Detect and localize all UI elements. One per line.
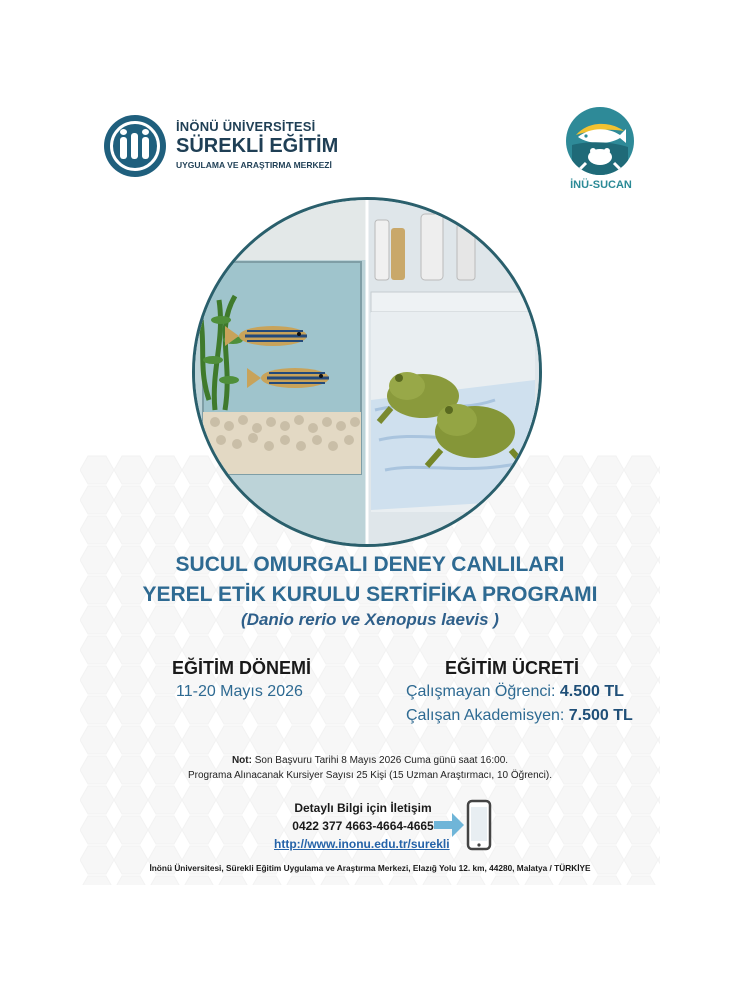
- fee-academic-value: 7.500 TL: [568, 707, 633, 724]
- org-name-line3: UYGULAMA VE ARAŞTIRMA MERKEZİ: [176, 160, 332, 170]
- program-species-subtitle: (Danio rerio ve Xenopus laevis ): [241, 610, 499, 629]
- fee-student-value: 4.500 TL: [559, 683, 624, 700]
- period-heading: EĞİTİM DÖNEMİ: [172, 658, 311, 678]
- fish-frog-emblem-icon: [566, 107, 634, 175]
- note-label: Not:: [231, 755, 252, 766]
- footer-address: İnönü Üniversitesi, Sürekli Eğitim Uygulama ve Araştırma Merkezi, Elazığ Yolu 12. km, 44280, Malatya / TÜRKİYE: [149, 863, 591, 873]
- poster: [80, 85, 660, 885]
- fee-academic: [406, 707, 633, 725]
- fee-student: [406, 683, 624, 701]
- aquarium-photo: [192, 197, 542, 547]
- sucan-logo: [564, 107, 638, 197]
- period-dates: 11-20 Mayıs 2026: [176, 683, 303, 700]
- zebrafish-and-frogs-illustration: [195, 200, 539, 544]
- note-line2: Programa Alınacanak Kursiyer Sayısı 25 Kişi (15 Uzman Araştırmacı, 10 Öğrenci).: [187, 770, 553, 781]
- fee-academic-label: Çalışan Akademisyen:: [406, 707, 565, 724]
- org-name-line2: SÜREKLİ EĞİTİM: [176, 135, 339, 157]
- org-name-line1: İNÖNÜ ÜNİVERSİTESİ: [176, 119, 316, 134]
- note-line1: [80, 755, 660, 766]
- program-title-line2: YEREL ETİK KURULU SERTİFİKA PROGRAMI: [142, 583, 598, 606]
- university-logo: [104, 115, 424, 185]
- fee-heading: EĞİTİM ÜCRETİ: [445, 658, 579, 678]
- fee-student-label: Çalışmayan Öğrenci:: [406, 683, 556, 700]
- contact-phone: 0422 377 4663-4664-4665: [292, 819, 434, 833]
- phone-icon: [432, 799, 496, 853]
- contact-url-link[interactable]: http://www.inonu.edu.tr/surekli: [274, 837, 450, 851]
- sucan-logo-text: İNÜ-SUCAN: [570, 179, 632, 191]
- program-title-line1: SUCUL OMURGALI DENEY CANLILARI: [175, 553, 565, 576]
- contact-heading: Detaylı Bilgi için İletişim: [294, 801, 432, 815]
- note-deadline: Son Başvuru Tarihi 8 Mayıs 2026 Cuma günü saat 16:00.: [254, 755, 509, 766]
- university-emblem-icon: [104, 115, 166, 177]
